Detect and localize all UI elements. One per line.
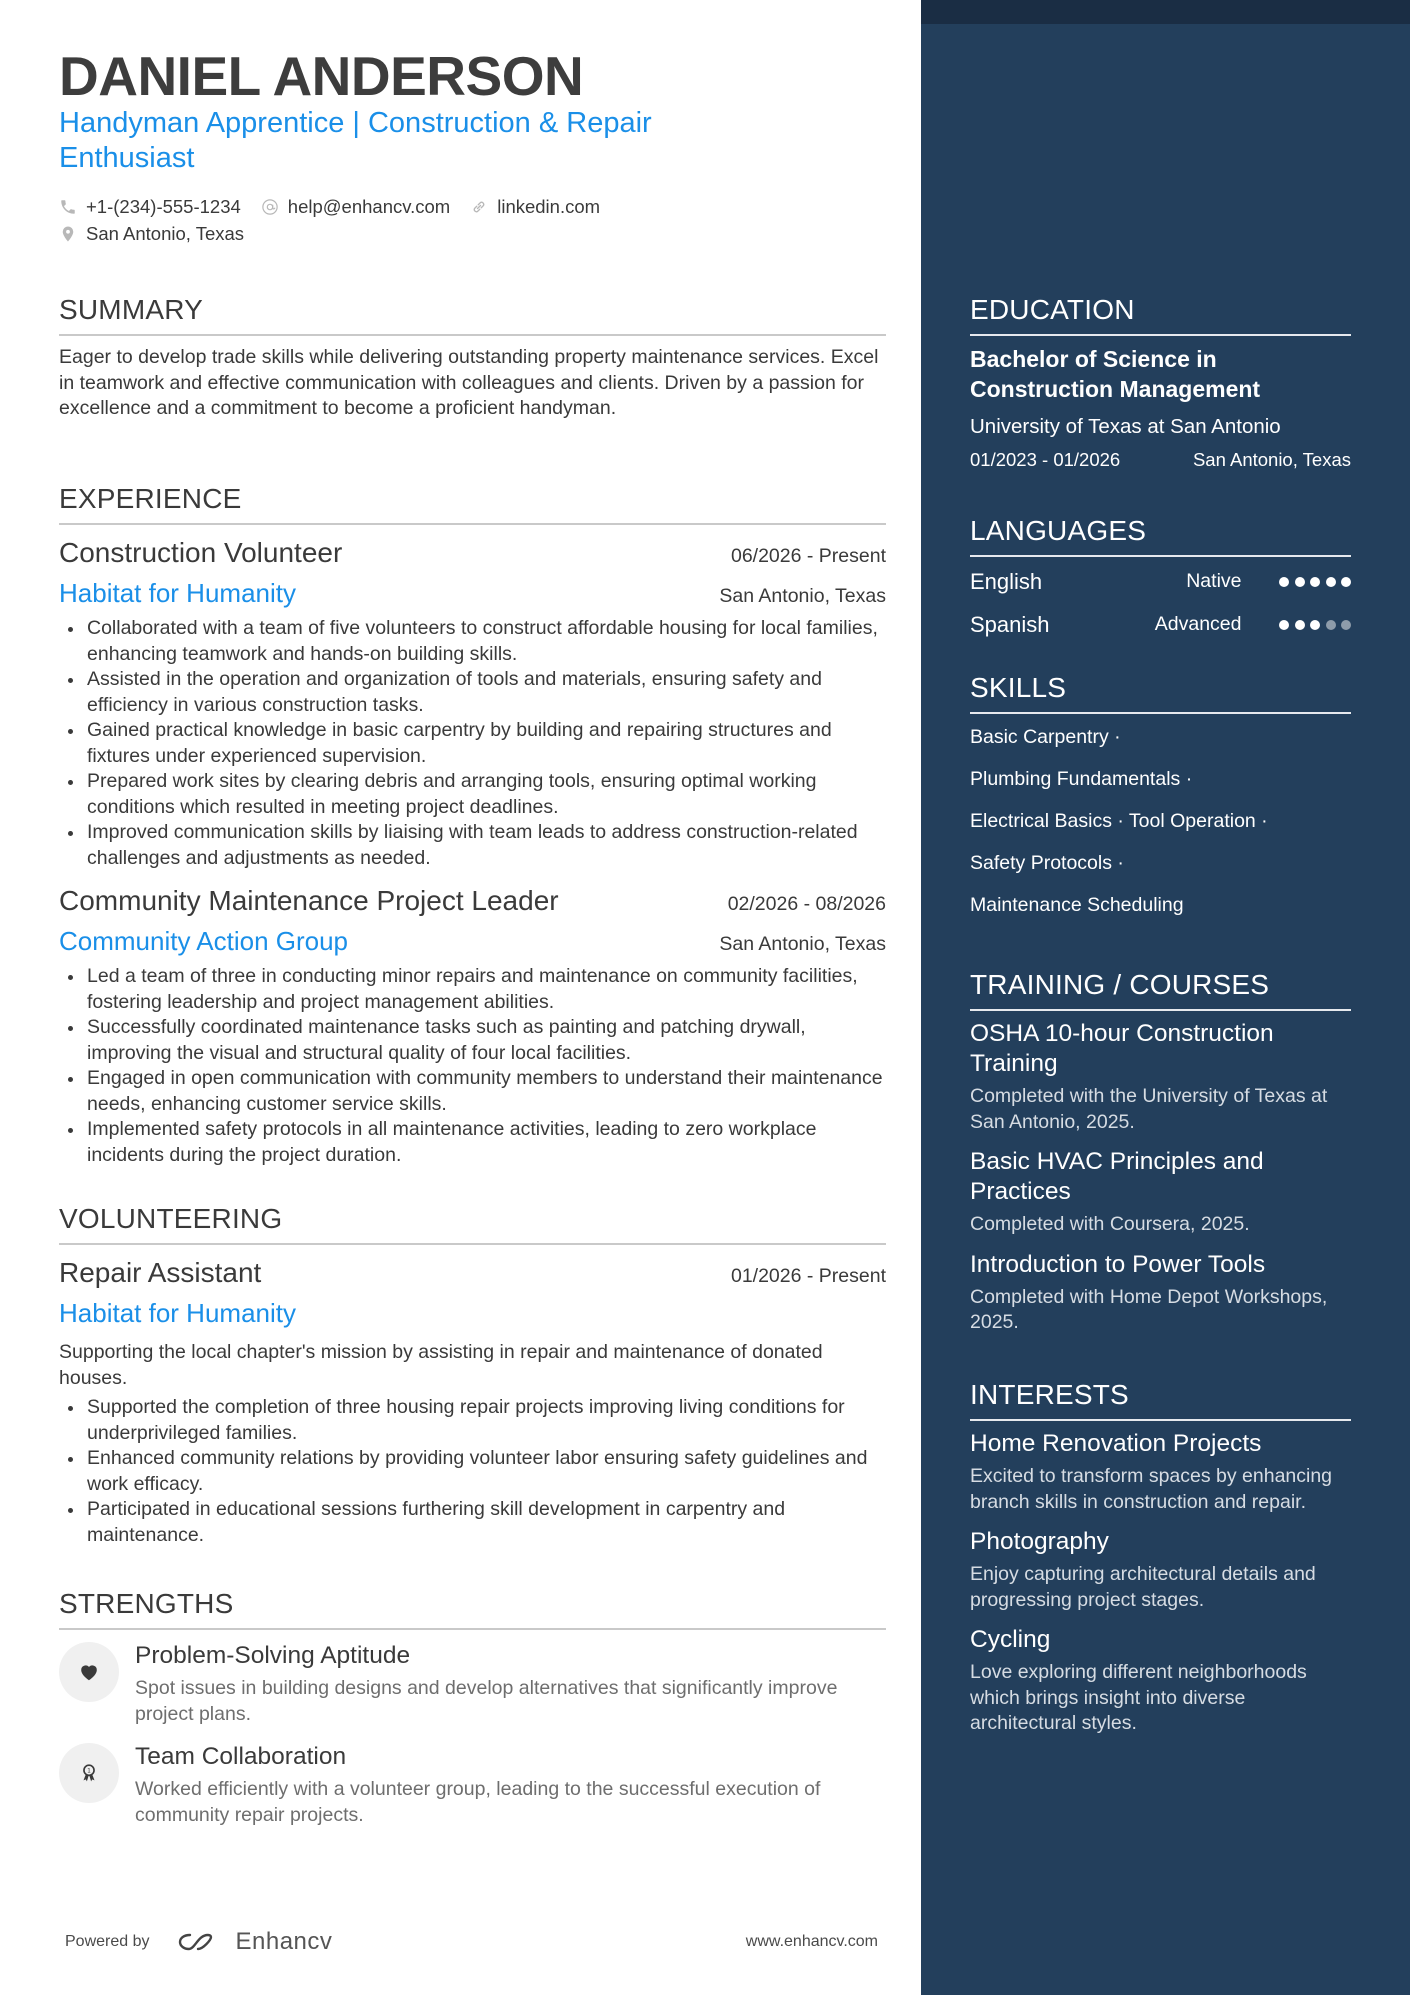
bullet-item: Implemented safety protocols in all maintenance activities, leading to zero workplace incidents during the project duration.	[59, 1117, 886, 1168]
linkedin-link[interactable]: linkedin.com	[497, 195, 601, 217]
section-divider	[970, 555, 1351, 557]
language-rating	[1274, 577, 1352, 587]
skill-line: Maintenance Scheduling	[970, 894, 1184, 916]
bullet-item: Collaborated with a team of five volunteers to construct affordable housing for local families, enhancing teamwork and hands-on building skills.	[59, 616, 886, 667]
job-bullets	[59, 616, 886, 871]
volunteer-date: 01/2026 - Present	[730, 1265, 886, 1287]
rating-dot-filled	[1341, 577, 1351, 587]
rating-dot-empty	[1341, 620, 1351, 630]
strength-item	[59, 1741, 886, 1828]
course-title: Introduction to Power Tools	[970, 1250, 1266, 1278]
summary-section	[59, 293, 886, 422]
section-divider	[59, 1628, 886, 1630]
job-date: 06/2026 - Present	[730, 545, 886, 567]
education-dates: 01/2023 - 01/2026	[970, 449, 1121, 470]
volunteering-heading: VOLUNTEERING	[59, 1203, 283, 1234]
volunteer-description: Supporting the local chapter's mission by assisting in repair and maintenance of donated houses.	[59, 1341, 823, 1389]
interest-title: Photography	[970, 1528, 1109, 1555]
bullet-item: Improved communication skills by liaising with team leads to address construction-related challenges and adjustments as needed.	[59, 820, 886, 871]
rating-dot-filled	[1326, 577, 1336, 587]
strength-title: Team Collaboration	[135, 1743, 347, 1770]
contact-info	[59, 193, 886, 247]
location-text: San Antonio, Texas	[86, 222, 245, 244]
skill-line: Basic Carpentry ·	[970, 726, 1121, 748]
sidebar	[921, 0, 1410, 1995]
job-location: San Antonio, Texas	[719, 933, 886, 955]
interest-item	[970, 1527, 1351, 1613]
bullet-item: Participated in educational sessions furthering skill development in carpentry and maintenance.	[59, 1497, 886, 1548]
strength-description: Spot issues in building designs and develop alternatives that significantly improve project plans.	[135, 1677, 838, 1725]
training-section	[970, 968, 1351, 1336]
summary-heading: SUMMARY	[59, 294, 204, 325]
experience-heading: EXPERIENCE	[59, 483, 242, 514]
section-divider	[59, 1243, 886, 1245]
volunteer-role: Repair Assistant	[59, 1257, 262, 1288]
education-school: University of Texas at San Antonio	[970, 415, 1281, 438]
interest-description: Love exploring different neighborhoods which brings insight into diverse architectural styles.	[970, 1661, 1307, 1734]
enhancv-logo-icon	[176, 1929, 224, 1955]
powered-by-label: Powered by	[65, 1933, 150, 1950]
section-divider	[970, 712, 1351, 714]
languages-heading: LANGUAGES	[970, 515, 1147, 546]
interests-heading: INTERESTS	[970, 1379, 1129, 1410]
location-pin-icon	[59, 225, 77, 243]
bullet-item: Enhanced community relations by providing volunteer labor ensuring safety guidelines and work efficacy.	[59, 1446, 886, 1497]
skills-section	[970, 671, 1351, 926]
job-title: Community Maintenance Project Leader	[59, 885, 559, 916]
rating-dot-filled	[1295, 620, 1305, 630]
course-description: Completed with Home Depot Workshops, 2025.	[970, 1285, 1328, 1333]
course-description: Completed with Coursera, 2025.	[970, 1213, 1250, 1235]
skill-line: Safety Protocols ·	[970, 852, 1124, 874]
section-divider	[59, 523, 886, 525]
skills-list	[970, 716, 1351, 926]
training-heading: TRAINING / COURSES	[970, 969, 1270, 1000]
education-degree: Bachelor of Science in Construction Management	[970, 346, 1261, 402]
skills-heading: SKILLS	[970, 672, 1067, 703]
course-item	[970, 1250, 1351, 1336]
job-location: San Antonio, Texas	[719, 585, 886, 607]
education-location: San Antonio, Texas	[1192, 449, 1351, 470]
email-link[interactable]: help@enhancv.com	[287, 195, 451, 217]
rating-dot-filled	[1279, 620, 1289, 630]
skill-line: Electrical Basics · Tool Operation ·	[970, 810, 1268, 832]
section-divider	[970, 1419, 1351, 1421]
summary-text: Eager to develop trade skills while delivering outstanding property maintenance services. Excel in teamwork and effective communication with colleagues and clients. Driven by a passion for excellence and a commitment to become a proficient handyman.	[59, 346, 879, 419]
bullet-item: Engaged in open communication with community members to understand their maintenance needs, enhancing customer service skills.	[59, 1066, 886, 1117]
interest-description: Excited to transform spaces by enhancing branch skills in construction and repair.	[970, 1465, 1333, 1513]
education-section	[970, 293, 1351, 471]
course-item	[970, 1019, 1351, 1135]
course-title: OSHA 10-hour Construction Training	[970, 1020, 1274, 1077]
contact-email[interactable]	[261, 196, 450, 218]
language-name: English	[970, 568, 1043, 594]
volunteering-section	[59, 1202, 886, 1548]
strengths-section	[59, 1587, 886, 1828]
interests-section	[970, 1378, 1351, 1737]
volunteer-bullets	[59, 1395, 886, 1548]
rating-dot-filled	[1295, 577, 1305, 587]
language-level: Native	[1186, 570, 1242, 592]
job-title: Construction Volunteer	[59, 537, 343, 568]
job-organization: Community Action Group	[59, 926, 349, 956]
footer	[59, 1925, 886, 1959]
section-divider	[59, 334, 886, 336]
interest-item	[970, 1625, 1351, 1737]
strengths-heading: STRENGTHS	[59, 1588, 234, 1619]
at-sign-icon	[261, 198, 279, 216]
phone-icon	[59, 198, 77, 216]
contact-linkedin[interactable]	[470, 196, 600, 218]
language-item	[970, 603, 1351, 646]
strength-title: Problem-Solving Aptitude	[135, 1642, 411, 1669]
course-item	[970, 1147, 1351, 1238]
job-organization: Habitat for Humanity	[59, 578, 296, 608]
link-icon	[470, 198, 488, 216]
interest-description: Enjoy capturing architectural details and progressing project stages.	[970, 1563, 1316, 1611]
heart-icon	[59, 1642, 119, 1702]
website-link[interactable]: www.enhancv.com	[745, 1933, 878, 1950]
languages-section	[970, 514, 1351, 646]
section-divider	[970, 334, 1351, 336]
experience-entry	[59, 883, 886, 1168]
bullet-item: Led a team of three in conducting minor repairs and maintenance on community facilities, fostering leadership and project management abilities.	[59, 964, 886, 1015]
section-divider	[970, 1009, 1351, 1011]
volunteer-organization: Habitat for Humanity	[59, 1298, 296, 1328]
bullet-item: Prepared work sites by clearing debris and arranging tools, ensuring optimal working conditions which resulted in meeting project deadlines.	[59, 769, 886, 820]
strength-item	[59, 1640, 886, 1727]
language-level: Advanced	[1154, 613, 1242, 635]
strength-description: Worked efficiently with a volunteer group, leading to the successful execution of community repair projects.	[135, 1778, 821, 1826]
contact-location	[59, 223, 244, 245]
rating-dot-filled	[1310, 577, 1320, 587]
course-title: Basic HVAC Principles and Practices	[970, 1148, 1264, 1205]
bullet-item: Supported the completion of three housing repair projects improving living conditions for underprivileged families.	[59, 1395, 886, 1446]
experience-section	[59, 482, 886, 1168]
bullet-item: Assisted in the operation and organization of tools and materials, ensuring safety and efficiency in various construction tasks.	[59, 667, 886, 718]
brand-name: Enhancv	[235, 1928, 333, 1955]
bullet-item: Successfully coordinated maintenance tasks such as painting and patching drywall, improving the visual and structural quality of four local facilities.	[59, 1015, 886, 1066]
interest-item	[970, 1429, 1351, 1515]
contact-phone[interactable]	[59, 196, 241, 218]
rating-dot-filled	[1310, 620, 1320, 630]
language-rating	[1274, 620, 1352, 630]
course-description: Completed with the University of Texas at San Antonio, 2025.	[970, 1085, 1328, 1133]
volunteering-entry	[59, 1255, 886, 1548]
powered-by	[59, 1928, 332, 1956]
experience-entry	[59, 535, 886, 871]
svg-text:1: 1	[87, 1767, 91, 1775]
education-heading: EDUCATION	[970, 294, 1135, 325]
candidate-name: DANIEL ANDERSON	[59, 45, 584, 107]
job-date: 02/2026 - 08/2026	[727, 893, 886, 915]
education-meta	[970, 449, 1351, 471]
interest-title: Home Renovation Projects	[970, 1430, 1262, 1457]
language-name: Spanish	[970, 611, 1050, 637]
skill-line: Plumbing Fundamentals ·	[970, 768, 1193, 790]
bullet-item: Gained practical knowledge in basic carpentry by building and repairing structures and fixtures under experienced supervision.	[59, 718, 886, 769]
candidate-headline: Handyman Apprentice | Construction & Repair Enthusiast	[59, 107, 652, 174]
rating-dot-filled	[1279, 577, 1289, 587]
award-ribbon-icon	[59, 1743, 119, 1803]
interest-title: Cycling	[970, 1626, 1051, 1653]
job-bullets	[59, 964, 886, 1168]
sidebar-top-band	[921, 0, 1410, 24]
language-item	[970, 560, 1351, 603]
enhancv-brand[interactable]	[176, 1928, 333, 1956]
rating-dot-empty	[1326, 620, 1336, 630]
phone-text: +1-(234)-555-1234	[86, 195, 241, 217]
